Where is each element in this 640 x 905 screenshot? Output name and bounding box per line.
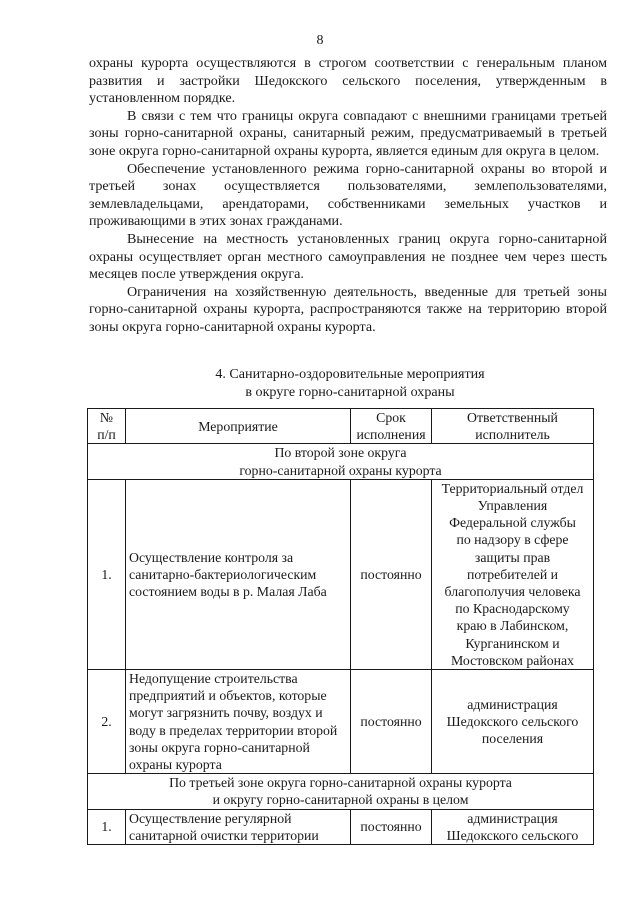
row-measure: Осуществление регулярной санитарной очистки территории (126, 809, 351, 844)
zone-heading: По третьей зоне округа горно-санитарной охраны курорта и округу горно-санитарной охраны в целом (88, 774, 594, 809)
paragraph: Ограничения на хозяйственную деятельность, введенные для третьей зоны горно-санитарной охраны курорта, распространяются также на территорию второй зоны округа горно-санитарной охраны курорта. (89, 283, 607, 335)
header-number: № п/п (88, 409, 126, 444)
paragraph: охраны курорта осуществляются в строгом соответствии с генеральным планом развития и застройки Шедокского сельского поселения, утвержденным в установленном порядке. (89, 55, 607, 107)
paragraph: В связи с тем что границы округа совпадают с внешними границами третьей зоны горно-санитарной охраны, санитарный режим, предусматриваемый в третьей зоне округа горно-санитарной охраны курорта, является единым для округа в целом. (89, 107, 607, 159)
section-heading (0, 366, 640, 401)
table-row (88, 809, 594, 844)
zone-heading-row (88, 774, 594, 809)
row-measure: Осуществление контроля за санитарно-бактериологическим состоянием воды в р. Малая Лаба (126, 479, 351, 669)
row-term: постоянно (351, 670, 432, 774)
row-term: постоянно (351, 809, 432, 844)
table-header-row (88, 409, 594, 444)
paragraph: Обеспечение установленного режима горно-санитарной охраны во второй и третьей зонах осуществляется пользователями, землепользователями, землевладельцами, арендаторами, собственниками земельных участков и проживающими в этих зонах гражданами. (89, 160, 607, 230)
row-number: 1. (88, 809, 126, 844)
measures-table (87, 408, 594, 845)
table-row (88, 479, 594, 669)
row-number: 1. (88, 479, 126, 669)
page-number: 8 (316, 33, 324, 48)
header-measure: Мероприятие (126, 409, 351, 444)
row-responsible: администрация Шедокского сельского (432, 809, 594, 844)
header-responsible: Ответственный исполнитель (432, 409, 594, 444)
body-text (89, 55, 607, 337)
section-title-line: в округе горно-санитарной охраны (245, 383, 455, 400)
zone-heading-row (88, 444, 594, 479)
row-responsible: администрация Шедокского сельского поселения (432, 670, 594, 774)
row-number: 2. (88, 670, 126, 774)
table-row (88, 670, 594, 774)
row-measure: Недопущение строительства предприятий и объектов, которые могут загрязнить почву, воздух и воду в пределах территории второй зоны округа горно-санитарной охраны курорта (126, 670, 351, 774)
section-title-line: 4. Санитарно-оздоровительные мероприятия (215, 366, 485, 382)
row-term: постоянно (351, 479, 432, 669)
header-term: Срок исполнения (351, 409, 432, 444)
zone-heading: По второй зоне округа горно-санитарной охраны курорта (88, 444, 594, 479)
row-responsible: Территориальный отдел Управления Федеральной службы по надзору в сфере защиты прав потребителей и благополучия человека по Краснодарскому краю в Лабинском, Курганинском и Мостовском районах (432, 479, 594, 669)
paragraph: Вынесение на местность установленных границ округа горно-санитарной охраны осуществляет орган местного самоуправления не позднее чем через шесть месяцев после утверждения округа. (89, 230, 607, 283)
